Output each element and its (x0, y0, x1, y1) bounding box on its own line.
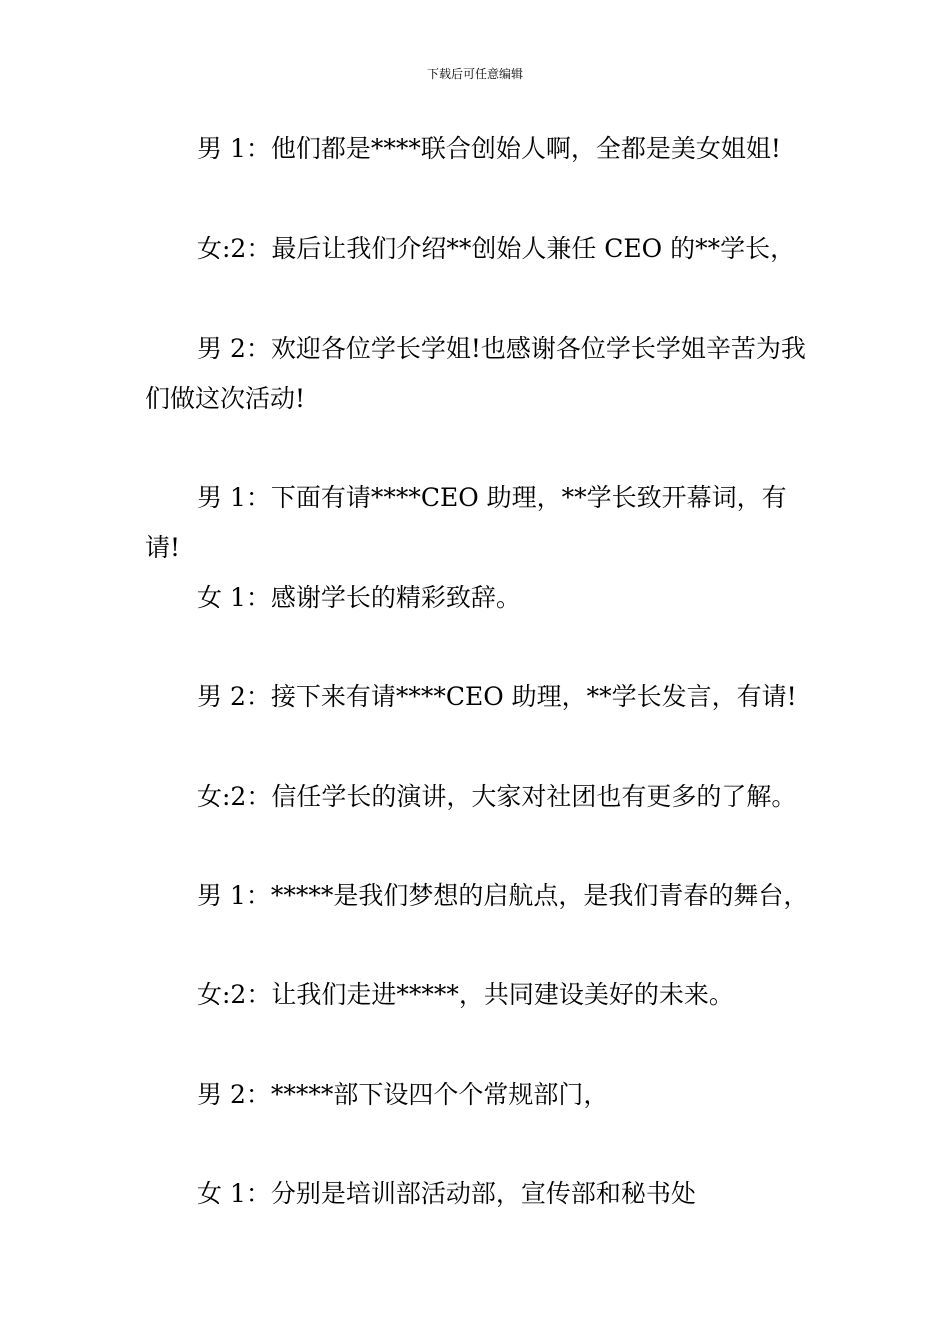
dialogue-line-5: 女 1：感谢学长的精彩致辞。 (197, 583, 521, 612)
dialogue-line-6: 男 2：接下来有请****CEO 助理，**学长发言，有请! (197, 682, 797, 711)
dialogue-line-11: 女 1：分别是培训部活动部，宣传部和秘书处 (197, 1179, 696, 1208)
dialogue-line-1: 男 1：他们都是****联合创始人啊，全都是美女姐姐! (197, 134, 781, 163)
page-header-note: 下载后可任意编辑 (426, 67, 523, 81)
dialogue-line-2: 女:2：最后让我们介绍**创始人兼任 CEO 的**学长， (197, 234, 796, 263)
dialogue-line-9: 女:2：让我们走进*****，共同建设美好的未来。 (197, 980, 734, 1009)
dialogue-line-7: 女:2：信任学长的演讲，大家对社团也有更多的了解。 (197, 782, 797, 811)
dialogue-line-3: 男 2：欢迎各位学长学姐!也感谢各位学长学姐辛苦为我们做这次活动! (145, 334, 806, 413)
dialogue-line-10: 男 2：*****部下设四个个常规部门， (197, 1080, 609, 1109)
dialogue-line-4: 男 1：下面有请****CEO 助理，**学长致开幕词，有请! (145, 483, 787, 562)
dialogue-line-8: 男 1：*****是我们梦想的启航点，是我们青春的舞台， (197, 881, 809, 910)
